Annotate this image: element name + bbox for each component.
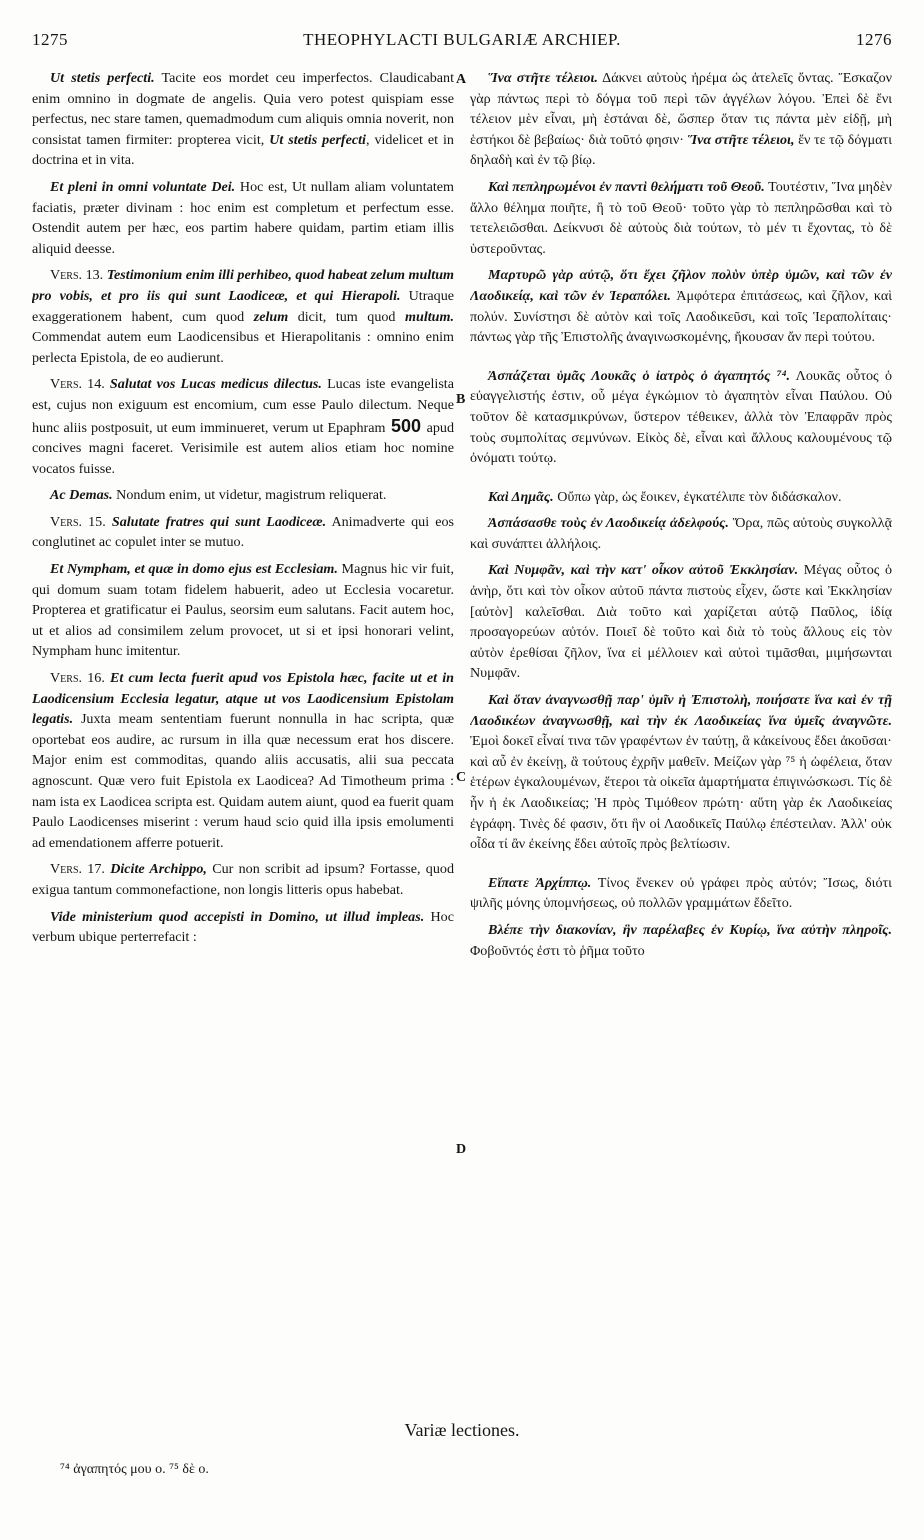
greek-paragraph: Ἵνα στῆτε τέλειοι. Δάκνει αὐτοὺς ἠρέμα ὡς ἀτελεῖς ὄντας. Ἔσκαζον γὰρ πάντως περὶ τὸ δόγμα τοῦ περὶ τῶν ἀγγέλων λόγου. Ἐπεὶ δὲ ἔνι τέλειον μὲν εἶναι, μὴ ἑστάναι δὲ, ὥσπερ ὅταν τις πάντα μὲν εἰδῇ, μὴ ἑστήκοι δὲ βεβαίως· διὰ τοῦτό φησιν· Ἵνα στῆτε τέλειοι, ἔν τε τῷ δόγματι δηλαδὴ καὶ ἐν τῷ βίῳ.	[470, 70, 892, 169]
page-number-left: 1275	[32, 30, 68, 49]
latin-verse-16: Vers. 16. Et cum lecta fuerit apud vos Epistola hæc, facite ut et in Laodicensium Ecclesia legatur, atque ut vos Laodicensium Epistolam legatis. Juxta meam sententiam fuerunt nonnulla in hac scripta, quæ oportebat eos audire, ac rursum in illa quæ necessum erat hos discere. Major enim est commoditas, quando aliis accusatis, alii sua peccata agnoscunt. Quæ vero fuit Epistola ex Laodicea? Ad Timotheum prima : nam ista ex Laodicea scripta est. Quidam autem aiunt, quod ea fuerit quam Paulo Laodicenses miserint : verum haud scio quid illa ipsis emolumenti ad emendationem afferre potuerit.	[32, 670, 454, 851]
latin-paragraph: Ut stetis perfecti. Tacite eos mordet ceu imperfectos. Claudicabant enim omnino in dogmate de angelis. Quia vero potest quispiam esse perfectus, nec stare tamen, quemadmodum cum aliquis omnia noverit, non consistat tamen firmiter: propterea vicit, Ut stetis perfecti, videlicet et in doctrina et in vita.	[32, 70, 454, 169]
margin-marker-c: C	[456, 770, 467, 785]
margin-marker-a: A	[456, 72, 467, 87]
page-number-right: 1276	[856, 30, 892, 49]
greek-column	[470, 68, 892, 1408]
latin-verse-13: Vers. 13. Testimonium enim illi perhibeo, quod habeat zelum multum pro vobis, et pro iis qui sunt Laodiceæ, et qui Hierapoli. Utraque exaggerationem habent, cum quod zelum dicit, tum quod multum. Commendat autem eum Laodicensibus et Hierapolitanis : omnino enim perlecta Epistola, de eo audierunt.	[32, 267, 454, 366]
running-header	[32, 30, 892, 56]
greek-verse-17: Εἴπατε Ἀρχίππῳ. Τίνος ἕνεκεν οὐ γράφει πρὸς αὐτόν; Ἴσως, διότι ψιλῆς μόνης ὑπομνήσεως, οὐ πολλῶν γραμμάτων ἔδεῖτο.	[470, 874, 892, 912]
greek-paragraph: Καὶ Νυμφᾶν, καὶ τὴν κατ' οἶκον αὐτοῦ Ἐκκλησίαν. Μέγας οὗτος ὁ ἀνὴρ, ὅτι καὶ τὸν οἶκον αὐτοῦ πάντα πιστοὺς εἶχεν, ὥστε καὶ Ἐκκλησίαν [αὐτὸν] καλεῖσθαι. Διὰ τοῦτο καὶ χαρίζεται αὐτῷ Παῦλος, ἰδίᾳ προσαγορεύων αὐτόν. Ποιεῖ δὲ τοῦτο καὶ διὰ τὸ τοὺς ἄλλους εἰς τὸν αὐτὸν ἐρεθίσαι ζῆλον, ἵνα εἰ μέλλοιεν καὶ αὐτοὶ τιμᾶσθαι, μιμήσωνται Νυμφᾶν.	[470, 562, 892, 682]
latin-paragraph: Vide ministerium quod accepisti in Domino, ut illud impleas. Hoc verbum ubique perterrefacit :	[32, 908, 454, 946]
greek-paragraph: Βλέπε τὴν διακονίαν, ἣν παρέλαβες ἐν Κυρίῳ, ἵνα αὐτὴν πληροῖς. Φοβοῦντός ἐστι τὸ ῥῆμα τοῦτο	[470, 921, 892, 959]
greek-paragraph: Καὶ Δημᾶς. Οὔπω γὰρ, ὡς ἔοικεν, ἐγκατέλιπε τὸν διδάσκαλον.	[488, 488, 842, 505]
running-title: THEOPHYLACTI BULGARIÆ ARCHIEP.	[303, 30, 621, 49]
greek-verse-16: Καὶ ὅταν ἀναγνωσθῇ παρ' ὑμῖν ἡ Ἐπιστολὴ, ποιήσατε ἵνα καὶ ἐν τῇ Λαοδικέων ἀναγνωσθῇ, καὶ τὴν ἐκ Λαοδικείας ἵνα ὑμεῖς ἀναγνῶτε. Ἐμοὶ δοκεῖ εἶναί τινα τῶν γραφέντων ἐν ταύτῃ, ἃ κἀκείνους ἔδει ἀκοῦσαι· καὶ αὖ ἐν ἐκείνῃ, ἃ τούτους ἐχρῆν μαθεῖν. Μείζων γὰρ ⁷⁵ ἡ ὠφέλεια, ὅταν ἑτέρων ἐγκαλουμένων, ἕτεροι τὰ οἰκεῖα ἁμαρτήματα ἐπιγινώσκωσι. Τίς δὲ ἦν ἡ ἐκ Λαοδικείας; Ἡ πρὸς Τιμόθεον πρώτη· αὕτη γὰρ ἐκ Λαοδικείας ἐγράφη. Τινὲς δέ φασιν, ὅτι ἣν οἱ Λαοδικεῖς Παύλῳ ἐπέστειλαν. Ἀλλ' οὐκ οἶδα τί ἂν ἐκείνης ἔδει αὐτοῖς πρὸς βελτίωσιν.	[470, 692, 892, 853]
greek-verse-13: Μαρτυρῶ γὰρ αὐτῷ, ὅτι ἔχει ζῆλον πολὺν ὑπὲρ ὑμῶν, καὶ τῶν ἐν Λαοδικείᾳ, καὶ τῶν ἐν Ἱεραπόλει. Ἀμφότερα ἐπιτάσεως, καὶ ζῆλον, καὶ πολύν. Συνίστησι δὲ αὐτὸν καὶ τοῖς Λαοδικεῦσι, καὶ τοῖς Ἱεραπολίταις· πάντως γὰρ τῆς Ἐπιστολῆς ἀναγινωσκομένης, ἤκουσαν ἄν περὶ τούτου.	[470, 267, 892, 346]
latin-paragraph: Et Nympham, et quæ in domo ejus est Ecclesiam. Magnus hic vir fuit, qui domum suam totam fidelem habuerit, adeo ut Ecclesia vocaretur. Propterea et gratificatur ei Paulus, seorsim eum salutans. Facit autem hoc, ut et alios ad consimilem zelum provocet, ut si et ipsi honorari velint, Nympham hunc imitentur.	[32, 561, 454, 660]
latin-verse-14: Vers. 14. Salutat vos Lucas medicus dilectus. Lucas iste evangelista est, cujus non exiguum est encomium, cum esse Paulo dilectum. Neque hunc aliis postposuit, ut eum imminueret, verum ut Epaphram 500 apud concives magni faceret. Verisimile est autem alios etiam hoc nomine vocatos fuisse.	[32, 376, 454, 477]
column-number-marker: 500	[385, 415, 427, 436]
latin-paragraph: Et pleni in omni voluntate Dei. Hoc est, Ut nullam aliam voluntatem faciatis, præter divinam : hoc enim est completum et perfectum esse. Ostendit autem per hæc, eos partim habere quidam, partim etiam illis aliquid deesse.	[32, 178, 454, 257]
latin-column	[32, 68, 454, 1408]
greek-verse-15: Ἀσπάσασθε τοὺς ἐν Λαοδικείᾳ ἀδελφούς. Ὅρα, πῶς αὐτοὺς συγκολλᾷ καὶ συνάπτει ἀλλήλοις.	[470, 515, 892, 552]
greek-paragraph: Καὶ πεπληρωμένοι ἐν παντὶ θελήματι τοῦ Θεοῦ. Τουτέστιν, Ἵνα μηδὲν ἄλλο θέλημα ποιῆτε, ἢ τὸ τοῦ Θεοῦ· τοῦτο γὰρ τὸ πεπληρῶσθαι καὶ τὸ τετελειῶσθαι. Δείκνυσι δὲ αὐτοὺς διὰ τούτων, τὸ μέν τι ἔχοντας, τὸ δὲ ὑστεροῦντας.	[470, 178, 892, 257]
latin-paragraph: Ac Demas. Nondum enim, ut videtur, magistrum reliquerat.	[50, 487, 387, 504]
latin-verse-17: Vers. 17. Dicite Archippo, Cur non scribit ad ipsum? Fortasse, quod exigua tantum commonefactione, non longis litteris opus habebat.	[32, 861, 454, 898]
variae-lectiones-heading: Variæ lectiones.	[404, 1420, 520, 1440]
margin-marker-b: B	[456, 392, 466, 407]
margin-marker-d: D	[456, 1142, 467, 1157]
greek-verse-14: Ἀσπάζεται ὑμᾶς Λουκᾶς ὁ ἰατρὸς ὁ ἀγαπητός ⁷⁴. Λουκᾶς οὗτος ὁ εὐαγγελιστής ἐστιν, οὗ μέγα ἐγκώμιον τὸ ἀγαπητὸν εἶναι Παύλου. Οὐ τοῦτον δὲ κατασμικρύνων, ὕστερον τέθεικεν, ἀλλὰ τὸν Ἐπαφρᾶν πρὸς τοὺς συμπολίτας σεμνύνων. Εἰκὸς δὲ, εἶναι καὶ ἄλλους καλουμένους τῷ ὀνόματι τούτῳ.	[470, 367, 892, 467]
footnotes: ⁷⁴ ἀγαπητός μου ο. ⁷⁵ δὲ ο.	[60, 1462, 209, 1477]
latin-verse-15: Vers. 15. Salutate fratres qui sunt Laodiceæ. Animadverte qui eos conglutinet ac copulet inter se mutuo.	[32, 513, 454, 551]
